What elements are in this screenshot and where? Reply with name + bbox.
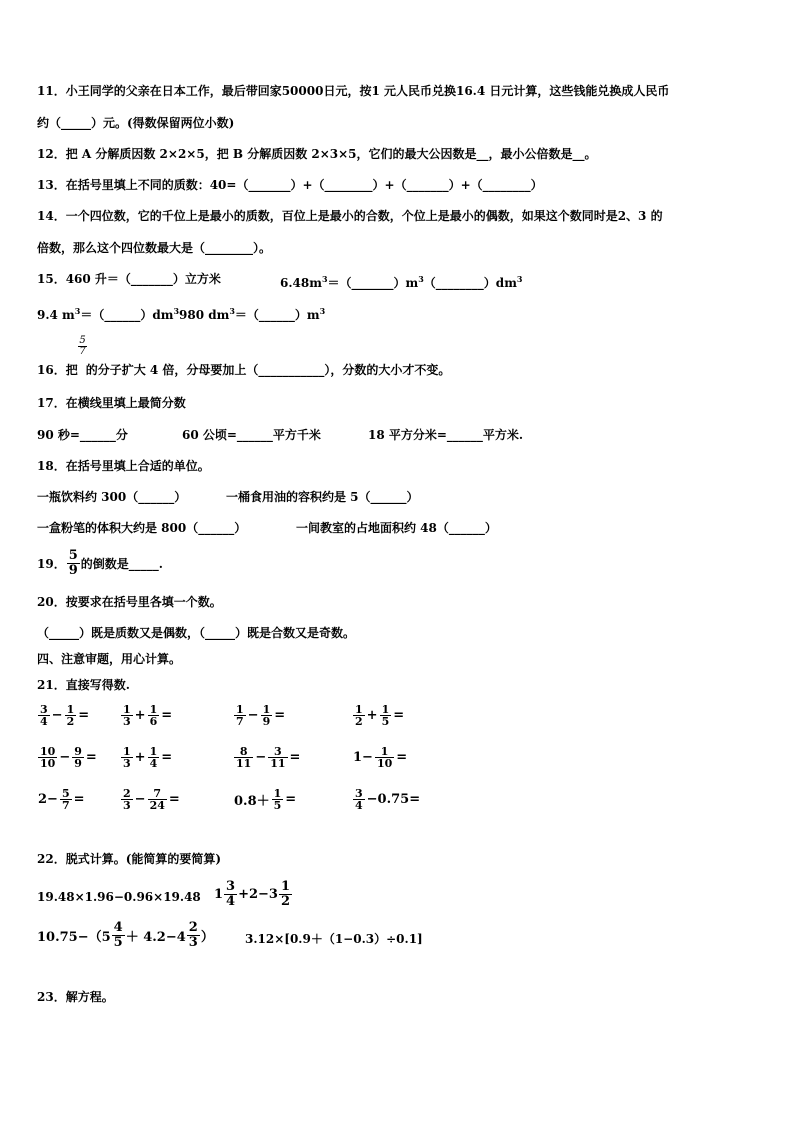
section-heading: 四、注意审题，用心计算。 <box>37 652 182 666</box>
q14-line1: 14．一个四位数，它的千位上是最小的质数，百位上是最小的合数，个位上是最小的偶数，如果这个数同时是2、3 的 <box>37 209 663 223</box>
q21-expression <box>120 746 173 769</box>
operator: = <box>73 792 85 807</box>
fraction: $\frac{3}{4}$ <box>40 703 48 728</box>
operator: = <box>78 708 90 723</box>
fraction: $\frac{1}{5}$ <box>381 703 390 728</box>
q18-c: 一盒粉笔的体积大约是 800（______） <box>37 521 247 535</box>
q22-expr3: 10.75−（5 $\frac{4}{5}$ ＋ 4.2−4 $\frac{2}{3}$ ） <box>37 920 214 950</box>
fraction: $\frac{1}{3}$ <box>123 745 131 770</box>
operator: = <box>85 750 97 765</box>
operator: − <box>134 792 146 807</box>
fraction: $\frac{1}{3}$ <box>123 703 131 728</box>
q19: 19． $\frac{5}{9}$ 的倒数是_____. <box>37 548 163 578</box>
q22-expr1: 19.48×1.96−0.96×19.48 <box>37 890 201 904</box>
q18-title: 18．在括号里填上合适的单位。 <box>37 459 210 473</box>
fraction: $\frac{10}{10}$ <box>40 745 56 770</box>
q21-expression <box>352 746 408 769</box>
q12: 12．把 A 分解质因数 2×2×5，把 B 分解质因数 2×3×5，它们的最大公因数是__，最小公倍数是__。 <box>37 147 597 161</box>
fraction: $\frac{1}{7}$ <box>236 703 244 728</box>
q23: 23．解方程。 <box>37 990 114 1004</box>
operator: = <box>393 708 405 723</box>
fraction: $\frac{5}{7}$ <box>61 787 70 812</box>
q18-b: 一桶食用油的容积约是 5（______） <box>226 490 419 504</box>
q21-expression <box>37 704 90 727</box>
fraction: $\frac{3}{11}$ <box>270 745 286 770</box>
q13: 13．在括号里填上不同的质数：40=（_______）+（________）+（_______）+（________） <box>37 178 543 192</box>
operator: − <box>247 708 259 723</box>
operator: 2− <box>38 792 58 807</box>
q21-expression <box>233 704 286 727</box>
q22-expr2: 1 $\frac{3}{4}$ +2−3 $\frac{1}{2}$ <box>214 879 291 909</box>
operator: = <box>161 708 173 723</box>
fraction: $\frac{1}{9}$ <box>262 703 271 728</box>
q11-line2: 约（_____）元。(得数保留两位小数) <box>37 116 235 130</box>
q15-a: 15．460 升＝（_______）立方米 <box>37 272 221 286</box>
operator: −0.75= <box>366 792 421 807</box>
fraction: $\frac{1}{5}$ <box>273 787 282 812</box>
q21-expression <box>233 746 301 769</box>
fraction: $\frac{3}{4}$ <box>355 787 363 812</box>
fraction: $\frac{1}{2}$ <box>355 703 363 728</box>
fraction: $\frac{1}{6}$ <box>149 703 158 728</box>
q21-expression <box>37 788 86 811</box>
operator: − <box>255 750 267 765</box>
q18-d: 一间教室的占地面积约 48（______） <box>296 521 497 535</box>
fraction: $\frac{7}{24}$ <box>149 787 165 812</box>
operator: + <box>366 708 378 723</box>
q21-expression <box>120 788 181 811</box>
operator: = <box>285 792 297 807</box>
operator: − <box>51 708 63 723</box>
q18-a: 一瓶饮料约 300（______） <box>37 490 187 504</box>
q17-c: 18 平方分米=______平方米. <box>368 428 524 442</box>
operator: = <box>396 750 408 765</box>
q11-line1: 11．小王同学的父亲在日本工作，最后带回家50000日元，按1 元人民币兑换16.4 日元计算，这些钱能兑换成人民币 <box>37 84 670 98</box>
q21-expression <box>37 746 98 769</box>
operator: + <box>134 750 146 765</box>
q17-a: 90 秒=______分 <box>37 428 128 442</box>
operator: = <box>161 750 173 765</box>
q16-fraction: $\frac{5}{7}$ <box>79 335 86 357</box>
q22-title: 22．脱式计算。(能简算的要简算) <box>37 852 222 866</box>
q21-expression <box>233 788 297 811</box>
q19-fraction: $\frac{5}{9}$ <box>68 548 78 578</box>
q20-body: （_____）既是质数又是偶数，（_____）既是合数又是奇数。 <box>37 626 356 640</box>
q17-b: 60 公顷=______平方千米 <box>182 428 321 442</box>
q20-title: 20．按要求在括号里各填一个数。 <box>37 595 222 609</box>
fraction: $\frac{8}{11}$ <box>236 745 252 770</box>
fraction: $\frac{9}{9}$ <box>74 745 82 770</box>
q21-expression <box>352 788 421 811</box>
q17-title: 17．在横线里填上最简分数 <box>37 396 186 410</box>
fraction: $\frac{2}{3}$ <box>123 787 131 812</box>
q15-b: $6.48m^3=(\_\_\_\_\_\_\_)m^3(\_\_\_\_\_\_\_\_)dm^3$ <box>280 274 523 290</box>
operator: − <box>59 750 71 765</box>
q15-c: 9.4 $m^3=(\_\_\_\_\_\_)dm^3980$ $dm^3=(\_\_\_\_\_\_)m^3$ <box>37 306 326 322</box>
operator: 0.8＋ <box>234 794 270 809</box>
q21-expression <box>352 704 405 727</box>
q22-expr4: 3.12×[0.9＋（1−0.3）÷0.1] <box>245 932 423 946</box>
fraction: $\frac{1}{4}$ <box>149 745 158 770</box>
q14-line2: 倍数，那么这个四位数最大是（________）。 <box>37 241 272 255</box>
fraction: $\frac{1}{10}$ <box>376 745 393 770</box>
operator: = <box>289 750 301 765</box>
operator: 1− <box>353 750 373 765</box>
q21-title: 21．直接写得数. <box>37 678 130 692</box>
fraction: $\frac{1}{2}$ <box>66 703 75 728</box>
q16: 16．把 的分子扩大 4 倍，分母要加上（___________），分数的大小才不变。 <box>37 363 451 377</box>
operator: + <box>134 708 146 723</box>
operator: = <box>274 708 286 723</box>
q21-expression <box>120 704 173 727</box>
operator: = <box>168 792 180 807</box>
